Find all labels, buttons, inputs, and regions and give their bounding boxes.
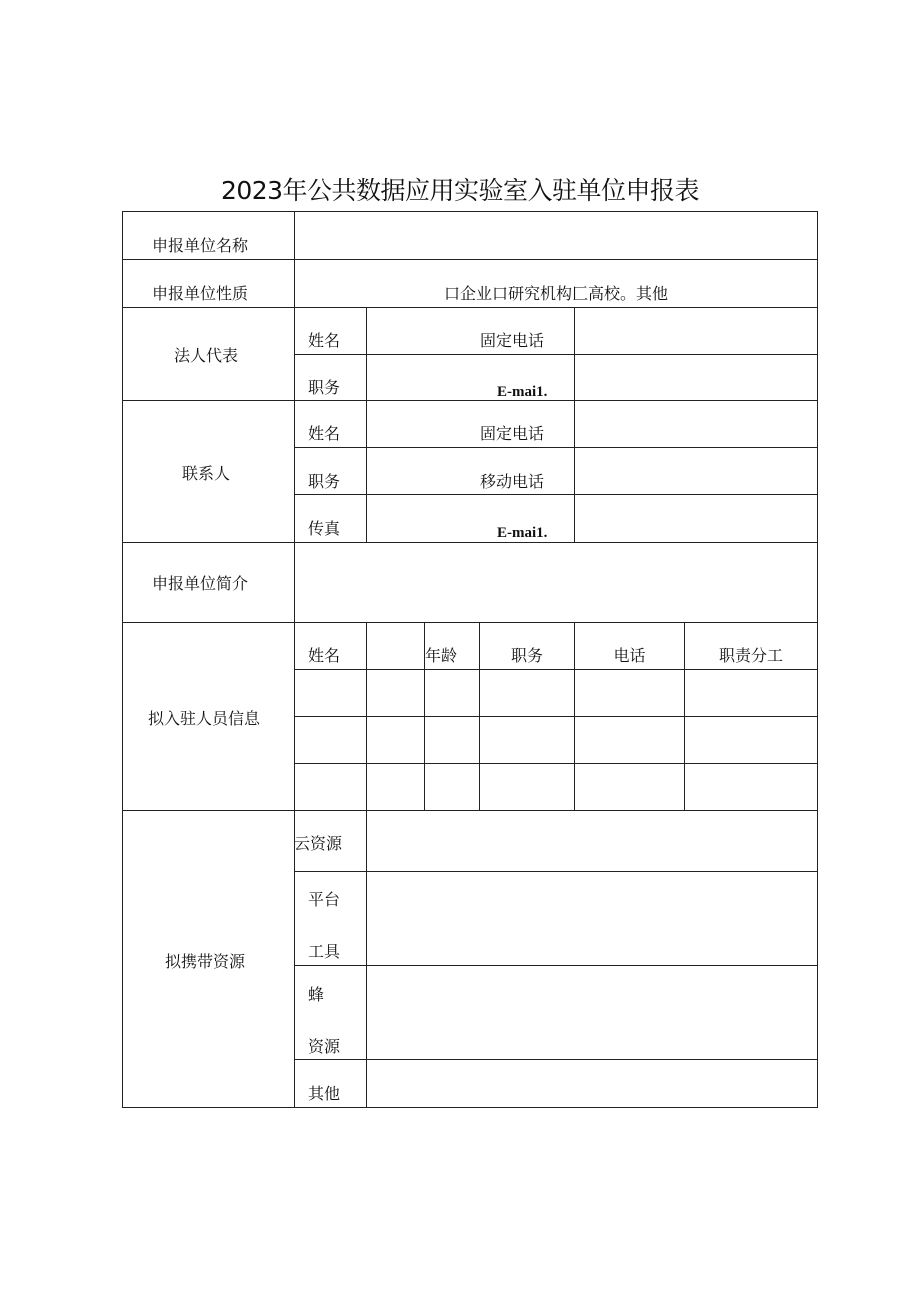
staff-label: 拟入驻人员信息 xyxy=(148,709,261,728)
intro-label: 申报单位简介 xyxy=(152,574,249,593)
staff-row[interactable] xyxy=(296,765,816,809)
unit-type-label: 申报单位性质 xyxy=(152,284,249,303)
unit-name-label: 申报单位名称 xyxy=(152,236,249,255)
intro-field[interactable] xyxy=(296,544,816,621)
platform-tool-field[interactable] xyxy=(368,873,816,964)
resources-label: 拟携带资源 xyxy=(165,952,246,971)
unit-type-options[interactable]: 口企业口研究机构匚高校。其他 xyxy=(443,284,668,303)
contact-phone-label: 固定电话 xyxy=(480,424,545,443)
platform-label-line1: 平台 xyxy=(308,890,341,909)
contact-label: 联系人 xyxy=(182,464,231,483)
other-resource-field[interactable] xyxy=(368,1061,816,1106)
contact-name-label: 姓名 xyxy=(308,424,341,443)
contact-mobile-label: 移动电话 xyxy=(480,472,545,491)
staff-row[interactable] xyxy=(296,718,816,762)
cloud-resource-field[interactable] xyxy=(368,812,816,870)
other-resource-label: 其他 xyxy=(308,1084,341,1103)
legal-rep-phone-label: 固定电话 xyxy=(480,331,545,350)
contact-mobile-field[interactable] xyxy=(576,449,816,493)
page-title: 2023年公共数据应用实验室入驻单位申报表 xyxy=(220,176,700,205)
staff-header-name: 姓名 xyxy=(308,646,341,665)
legal-rep-position-field[interactable] xyxy=(368,356,478,399)
legal-rep-email-label: E-mai1. xyxy=(497,384,548,400)
legal-rep-name-field[interactable] xyxy=(368,309,478,353)
unit-name-field[interactable] xyxy=(296,213,816,258)
contact-email-label: E-mai1. xyxy=(497,525,548,541)
contact-fax-label: 传真 xyxy=(308,519,341,538)
platform-label-line2: 工具 xyxy=(308,942,341,961)
legal-rep-email-field[interactable] xyxy=(576,356,816,399)
contact-position-field[interactable] xyxy=(368,449,478,493)
staff-header-age: 年龄 xyxy=(425,646,458,665)
data-resource-label-line2: 资源 xyxy=(308,1037,341,1056)
data-resource-label-line1: 蜂 xyxy=(308,985,325,1004)
staff-header-phone: 电话 xyxy=(613,646,646,665)
contact-email-field[interactable] xyxy=(576,496,816,541)
staff-row[interactable] xyxy=(296,671,816,715)
contact-position-label: 职务 xyxy=(308,472,341,491)
contact-name-field[interactable] xyxy=(368,402,478,446)
contact-fax-field[interactable] xyxy=(368,496,478,541)
legal-rep-position-label: 职务 xyxy=(308,378,341,397)
legal-rep-label: 法人代表 xyxy=(174,346,239,365)
contact-phone-field[interactable] xyxy=(576,402,816,446)
legal-rep-phone-field[interactable] xyxy=(576,309,816,353)
staff-header-position: 职务 xyxy=(510,646,543,665)
legal-rep-name-label: 姓名 xyxy=(308,331,341,350)
cloud-resource-label: 云资源 xyxy=(294,834,343,853)
data-resource-field[interactable] xyxy=(368,967,816,1058)
staff-header-duty: 职责分工 xyxy=(718,646,783,665)
